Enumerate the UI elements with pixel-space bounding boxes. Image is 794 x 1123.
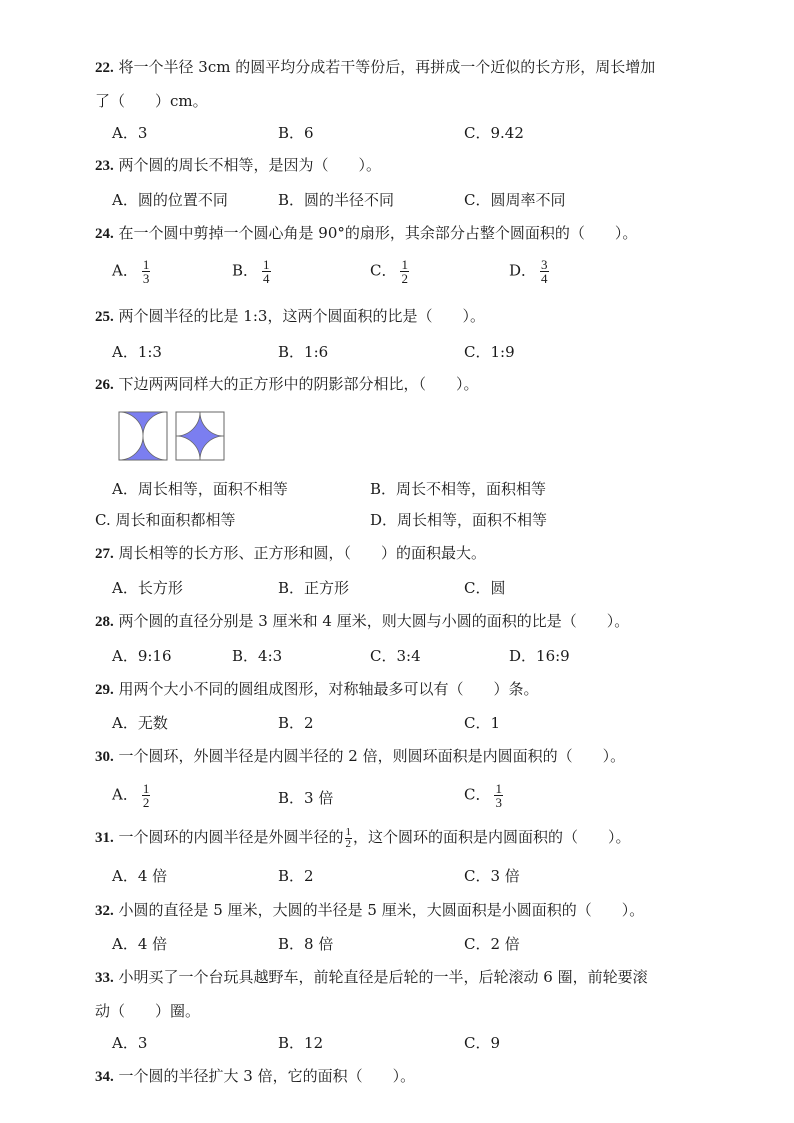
option-c: C．1:9 bbox=[464, 343, 515, 361]
question-25 bbox=[95, 305, 485, 326]
question-27 bbox=[95, 542, 486, 563]
option-b: B．12 bbox=[278, 1034, 324, 1052]
option-label: D． bbox=[509, 261, 537, 280]
fraction bbox=[494, 782, 503, 809]
option-c: C．2 倍 bbox=[464, 935, 520, 953]
question-text: 小明买了一个台玩具越野车，前轮直径是后轮的一半，后轮滚动 6 圈，前轮要滚 bbox=[118, 968, 648, 986]
question-23 bbox=[95, 154, 381, 175]
option-label: C． bbox=[464, 785, 491, 804]
numerator: 1 bbox=[142, 257, 150, 272]
question-31 bbox=[95, 826, 631, 850]
option-b: B．2 bbox=[278, 714, 314, 732]
question-number: 27. bbox=[95, 546, 114, 562]
option-a: A．圆的位置不同 bbox=[112, 191, 228, 209]
option-a: A．周长相等，面积不相等 bbox=[112, 480, 288, 498]
option-c bbox=[464, 782, 503, 809]
option-a: A．4 倍 bbox=[112, 935, 168, 953]
question-text-cont: 了（ ）cm。 bbox=[95, 92, 208, 110]
option-d bbox=[509, 258, 549, 285]
option-b: B．2 bbox=[278, 867, 314, 885]
square-left bbox=[119, 412, 167, 460]
question-24 bbox=[95, 222, 637, 243]
option-c: C．9 bbox=[464, 1034, 501, 1052]
denominator: 3 bbox=[142, 271, 150, 286]
option-a bbox=[112, 258, 150, 285]
question-text: 下边两两同样大的正方形中的阴影部分相比，（ ）。 bbox=[118, 375, 479, 393]
question-number: 30. bbox=[95, 749, 114, 765]
fraction bbox=[262, 258, 271, 285]
shaded-squares-figure bbox=[118, 410, 228, 468]
question-number: 24. bbox=[95, 226, 114, 242]
numerator: 1 bbox=[142, 781, 150, 796]
denominator: 2 bbox=[345, 837, 352, 850]
question-32 bbox=[95, 899, 644, 920]
numerator: 1 bbox=[495, 781, 502, 796]
question-text: 两个圆的直径分别是 3 厘米和 4 厘米，则大圆与小圆的面积的比是（ ）。 bbox=[118, 612, 630, 630]
option-c: C．1 bbox=[464, 714, 501, 732]
numerator: 1 bbox=[345, 825, 352, 838]
numerator: 1 bbox=[401, 257, 408, 272]
fraction bbox=[345, 827, 353, 850]
option-label: B． bbox=[232, 261, 259, 280]
question-number: 32. bbox=[95, 903, 114, 919]
option-b: B．4:3 bbox=[232, 647, 283, 665]
question-34 bbox=[95, 1065, 415, 1086]
question-number: 26. bbox=[95, 377, 114, 393]
denominator: 4 bbox=[541, 271, 548, 286]
question-text: 在一个圆中剪掉一个圆心角是 90°的扇形，其余部分占整个圆面积的（ ）。 bbox=[118, 224, 638, 242]
question-text: 将一个半径 3cm 的圆平均分成若干等份后，再拼成一个近似的长方形，周长增加 bbox=[118, 58, 656, 76]
option-a: A．9:16 bbox=[112, 647, 172, 665]
option-c: C．3:4 bbox=[370, 647, 421, 665]
question-22-cont bbox=[95, 90, 208, 111]
question-number: 25. bbox=[95, 309, 114, 325]
question-text: 一个圆的半径扩大 3 倍，它的面积（ ）。 bbox=[118, 1067, 416, 1085]
question-number: 29. bbox=[95, 682, 114, 698]
option-b: B．6 bbox=[278, 124, 314, 142]
question-number: 23. bbox=[95, 158, 114, 174]
question-number: 33. bbox=[95, 970, 114, 986]
denominator: 2 bbox=[401, 271, 408, 286]
option-b bbox=[232, 258, 271, 285]
question-text: 小圆的直径是 5 厘米，大圆的半径是 5 厘米，大圆面积是小圆面积的（ ）。 bbox=[118, 901, 645, 919]
square-right bbox=[176, 412, 224, 460]
option-a: A．4 倍 bbox=[112, 867, 168, 885]
question-text: 两个圆半径的比是 1:3，这两个圆面积的比是（ ）。 bbox=[118, 307, 485, 325]
question-number: 22. bbox=[95, 60, 114, 76]
option-b: B．圆的半径不同 bbox=[278, 191, 395, 209]
option-label: C． bbox=[370, 261, 397, 280]
fraction bbox=[142, 782, 151, 809]
question-text: 一个圆环，外圆半径是内圆半径的 2 倍，则圆环面积是内圆面积的（ ）。 bbox=[118, 747, 626, 765]
option-a: A．1:3 bbox=[112, 343, 162, 361]
option-c: C．9.42 bbox=[464, 124, 524, 142]
question-26 bbox=[95, 373, 479, 394]
question-30 bbox=[95, 745, 625, 766]
option-c: C．3 倍 bbox=[464, 867, 520, 885]
question-text-cont: 动（ ）圈。 bbox=[95, 1002, 201, 1020]
question-number: 28. bbox=[95, 614, 114, 630]
option-d: D．16:9 bbox=[509, 647, 570, 665]
denominator: 3 bbox=[495, 795, 502, 810]
option-b: B．正方形 bbox=[278, 579, 350, 597]
option-c bbox=[370, 258, 409, 285]
option-a: A．3 bbox=[112, 1034, 148, 1052]
option-a: A．3 bbox=[112, 124, 148, 142]
fraction bbox=[400, 258, 409, 285]
question-22 bbox=[95, 56, 655, 77]
option-label: A． bbox=[112, 785, 138, 804]
numerator: 3 bbox=[541, 257, 548, 272]
option-c: C. 周长和面积都相等 bbox=[95, 511, 236, 529]
option-c: C．圆 bbox=[464, 579, 506, 597]
question-28 bbox=[95, 610, 629, 631]
fraction bbox=[540, 258, 549, 285]
question-text: 用两个大小不同的圆组成图形，对称轴最多可以有（ ）条。 bbox=[118, 680, 539, 698]
option-b: B．3 倍 bbox=[278, 789, 334, 807]
question-text: 两个圆的周长不相等，是因为（ ）。 bbox=[118, 156, 382, 174]
option-a bbox=[112, 782, 150, 809]
question-text-after: ，这个圆环的面积是内圆面积的（ ）。 bbox=[353, 828, 631, 846]
option-b: B．8 倍 bbox=[278, 935, 334, 953]
numerator: 1 bbox=[263, 257, 270, 272]
denominator: 4 bbox=[263, 271, 270, 286]
option-b: B．1:6 bbox=[278, 343, 329, 361]
option-a: A．无数 bbox=[112, 714, 168, 732]
option-label: A． bbox=[112, 261, 138, 280]
question-number: 31. bbox=[95, 830, 114, 846]
question-33 bbox=[95, 966, 648, 987]
option-d: D．周长相等，面积不相等 bbox=[370, 511, 548, 529]
fraction bbox=[142, 258, 151, 285]
question-33-cont bbox=[95, 1000, 200, 1021]
question-text-before: 一个圆环的内圆半径是外圆半径的 bbox=[118, 828, 344, 846]
option-a: A．长方形 bbox=[112, 579, 183, 597]
option-b: B．周长不相等，面积相等 bbox=[370, 480, 547, 498]
denominator: 2 bbox=[142, 795, 150, 810]
question-text: 周长相等的长方形、正方形和圆，（ ）的面积最大。 bbox=[118, 544, 487, 562]
question-number: 34. bbox=[95, 1069, 114, 1085]
question-29 bbox=[95, 678, 539, 699]
shaded-squares-svg bbox=[118, 410, 228, 464]
option-c: C．圆周率不同 bbox=[464, 191, 566, 209]
